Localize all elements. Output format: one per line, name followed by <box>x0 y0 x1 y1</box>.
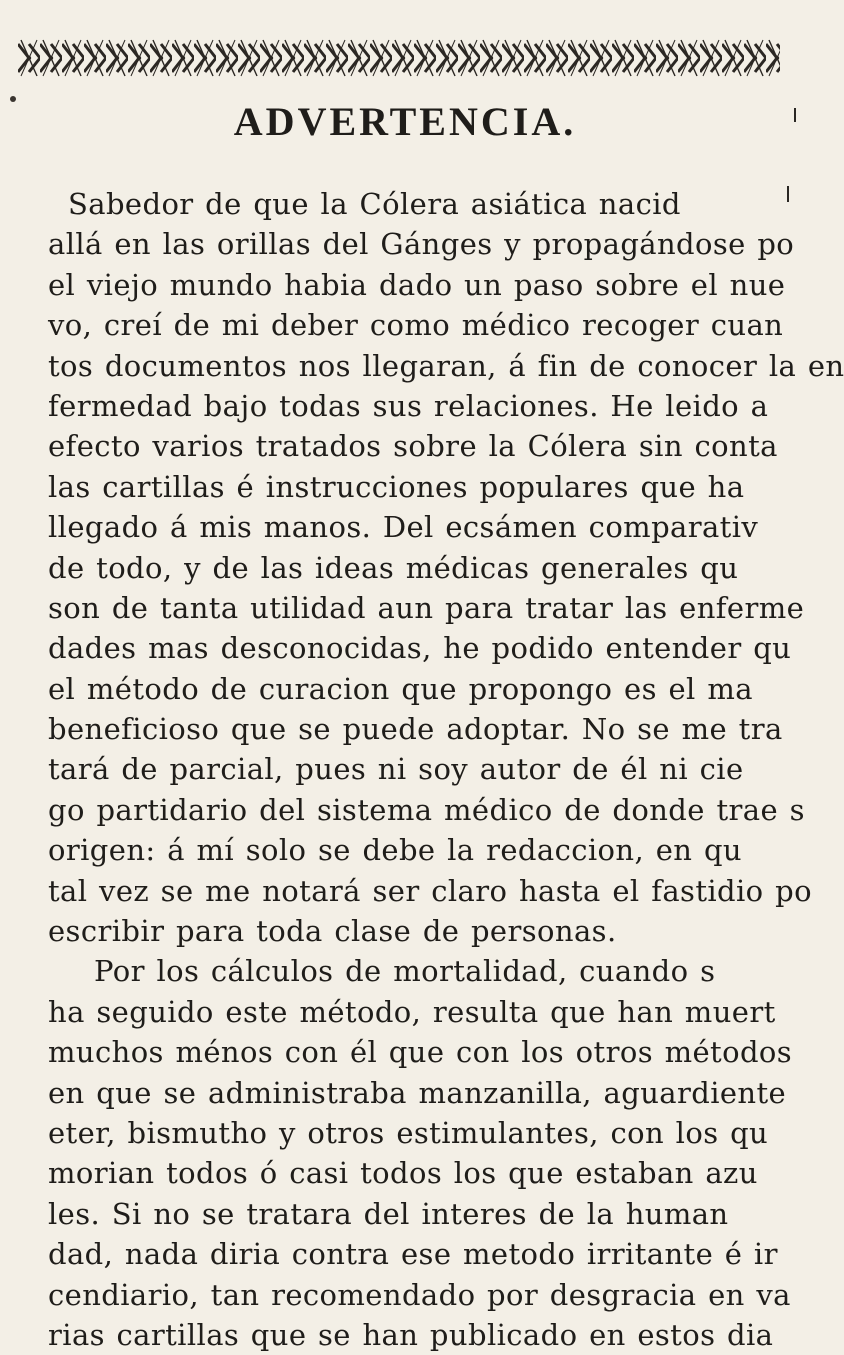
text-line: cendiario, tan recomendado por desgracia en va <box>48 1277 791 1312</box>
text-line: tal vez se me notará ser claro hasta el fastidio po <box>48 873 812 908</box>
text-line: go partidario del sistema médico de donde trae s <box>48 792 805 827</box>
ornamental-border-header <box>18 36 780 80</box>
text-line: Por los cálculos de mortalidad, cuando s <box>94 954 716 989</box>
text-line: morian todos ó casi todos los que estaban azu <box>48 1156 758 1191</box>
text-line: llegado á mis manos. Del ecsámen comparativ <box>48 510 759 545</box>
text-line: las cartillas é instrucciones populares que ha <box>48 469 745 504</box>
text-line: allá en las orillas del Gánges y propagándose po <box>48 227 795 262</box>
text-line: ha seguido este método, resulta que han muert <box>48 994 776 1029</box>
text-line: fermedad bajo todas sus relaciones. He leido a <box>48 388 769 423</box>
text-line: eter, bismutho y otros estimulantes, con los qu <box>48 1115 769 1150</box>
body-text <box>48 184 844 1355</box>
text-line: origen: á mí solo se debe la redaccion, en qu <box>48 833 743 868</box>
text-line: en que se administraba manzanilla, aguardiente <box>48 1075 787 1110</box>
text-line: son de tanta utilidad aun para tratar las enferme <box>48 590 805 625</box>
text-line: escribir para toda clase de personas. <box>48 914 617 949</box>
text-line: Sabedor de que la Cólera asiática nacid <box>68 187 681 221</box>
text-line: dad, nada diria contra ese metodo irritante é ir <box>48 1237 778 1272</box>
page-title: ADVERTENCIA. <box>233 99 577 144</box>
text-line: de todo, y de las ideas médicas generales qu <box>48 550 739 585</box>
text-line: tará de parcial, pues ni soy autor de él ni cie <box>48 752 744 787</box>
text-line: les. Si no se tratara del interes de la human <box>48 1196 729 1231</box>
text-line: tos documentos nos llegaran, á fin de conocer la en <box>48 348 844 383</box>
text-line: beneficioso que se puede adoptar. No se me tra <box>48 712 783 747</box>
text-line: dades mas desconocidas, he podido entender qu <box>48 631 792 666</box>
text-line: el viejo mundo habia dado un paso sobre el nue <box>48 267 786 302</box>
text-line: efecto varios tratados sobre la Cólera sin conta <box>48 429 778 464</box>
text-line: muchos ménos con él que con los otros métodos <box>48 1035 793 1070</box>
text-line: vo, creí de mi deber como médico recoger cuan <box>48 308 784 343</box>
text-line: el método de curacion que propongo es el ma <box>48 671 753 706</box>
text-line: rias cartillas que se han publicado en estos dia <box>48 1317 774 1352</box>
